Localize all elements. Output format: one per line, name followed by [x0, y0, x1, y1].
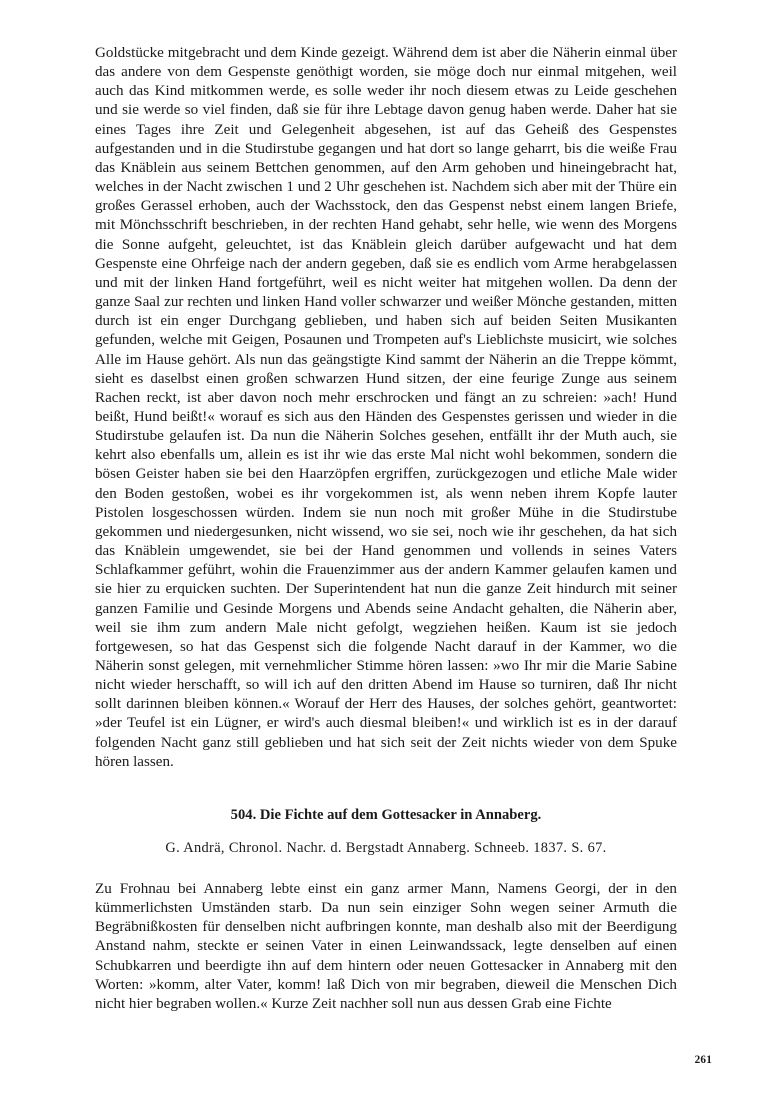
section-heading-504: 504. Die Fichte auf dem Gottesacker in Annaberg.	[230, 806, 542, 823]
section-source-citation: G. Andrä, Chronol. Nachr. d. Bergstadt Annaberg. Schneeb. 1837. S. 67.	[165, 839, 607, 856]
paragraph-section-504-body: Zu Frohnau bei Annaberg lebte einst ein ganz armer Mann, Namens Georgi, der in den kümmerlichsten Umständen starb. Da nun sein einziger Sohn wegen seiner Armuth die Begräbnißkosten für denselben nicht aufbringen konnte, man deshalb also mit der Beerdigung Anstand nahm, steckte er seinen Vater in einen Leinwandssack, legte denselben auf einen Schubkarren und beerdigte ihn auf dem hintern oder neuen Gottesacker in Annaberg mit den Worten: »komm, alter Vater, komm! laß Dich von mir begraben, dieweil die Menschen Dich nicht hier begraben wollen.« Kurze Zeit nachher soll nun aus dessen Grab eine Fichte	[95, 880, 677, 1012]
page-number: 261	[694, 1054, 712, 1066]
spacer-after-heading	[95, 825, 677, 839]
paragraph-ghost-story: Goldstücke mitgebracht und dem Kinde gezeigt. Während dem ist aber die Näherin einmal über das andere von dem Gespenste genöthigt worden, sie möge doch nur einmal mitgehen, weil auch das Kind mitkommen werde, es solle weder ihr noch diesem etwas zu Leide geschehen und sie werde so viel finden, daß sie für ihre Lebtage davon genug haben werde. Daher hat sie eines Tages ihre Zeit und Gelegenheit abgesehen, ist auf das Geheiß des Gespenstes aufgestanden und in die Studirstube gegangen und hat dort so lange geharrt, bis die weiße Frau das Knäblein aus seinem Bettchen genommen, auf den Arm gehoben und hineingebracht hat, welches in der Nacht zwischen 1 und 2 Uhr geschehen ist. Nachdem sich aber mit der Thüre ein großes Gerassel erhoben, auch der Wachsstock, den das Gespenst nebst einem langen Briefe, mit Mönchsschrift beschrieben, in der rechten Hand gehabt, sehr helle, wie wenn des Morgens die Sonne aufgeht, geleuchtet, ist das Knäblein gleich darüber aufgewacht und hat dem Gespenste eine Ohrfeige nach der andern gegeben, daß sie es endlich vom Arme herabgelassen und mit der linken Hand fortgeführt, weil es nicht weiter hat mitgehen wollen. Da denn der ganze Saal zur rechten und linken Hand voller schwarzer und weißer Mönche gestanden, mitten durch ist ein enger Durchgang geblieben, und haben sich auf beiden Seiten Musikanten gefunden, welche mit Geigen, Posaunen und Trompeten auf's Lieblichste musicirt, wie solches Alle im Hause gehört. Als nun das geängstigte Kind sammt der Näherin an die Treppe kömmt, sieht es daselbst einen großen schwarzen Hund sitzen, der eine feurige Zunge aus seinem Rachen reckt, ist aber davon noch mehr erschrocken und fängt an zu schreien: »ach! Hund beißt, Hund beißt!« worauf es sich aus den Händen des Gespenstes gerissen und wieder in die Studirstube gelaufen ist. Da nun die Näherin Solches gesehen, entfällt ihr der Muth auch, sie kehrt also ebenfalls um, allein es ist ihr wie das erste Mal nicht wohl bekommen, sondern die bösen Geister haben sie bei den Haarzöpfen ergriffen, zurückgezogen und etliche Male wider den Boden gestoßen, wobei es ihr vorgekommen ist, als wenn neben ihrem Kopfe lauter Pistolen losgeschossen würden. Indem sie nun noch mit großer Mühe in die Studirstube gekommen und niedergesunken, nicht wissend, wo sie sei, noch wie ihr geschehen, da hat sich das Knäblein umgewendet, sie bei der Hand genommen und vollends in seines Vaters Schlafkammer geführt, wohin die Frauenzimmer aus der andern Kammer gelaufen kamen und sie hier zu erquicken suchten. Der Superintendent hat nun die ganze Zeit hindurch mit seiner ganzen Familie und Gesinde Morgens und Abends seine Andacht gehalten, die Näherin aber, weil sie ihm zum andern Male nicht gefolgt, wegziehen heißen. Kaum ist sie jedoch fortgewesen, so hat das Gespenst sich die folgende Nacht darauf in der Kammer, wo die Näherin sonst gelegen, mit vernehmlicher Stimme hören lassen: »wo Ihr mir die Marie Sabine nicht wieder herschafft, so will ich auf den dritten Abend im Hause so turniren, daß Ihr nicht sollt darinnen bleiben können.« Worauf der Herr des Hauses, der solches gehört, geantwortet: »der Teufel ist ein Lügner, er wird's auch diesmal bleiben!« und wirklich ist es in der darauf folgenden Nacht ganz still geblieben und hat sich seit der Zeit nichts wieder von dem Spuke hören lassen.	[95, 45, 677, 770]
spacer-after-source	[95, 858, 677, 880]
spacer-before-heading	[95, 772, 677, 806]
page-content	[95, 44, 677, 1014]
